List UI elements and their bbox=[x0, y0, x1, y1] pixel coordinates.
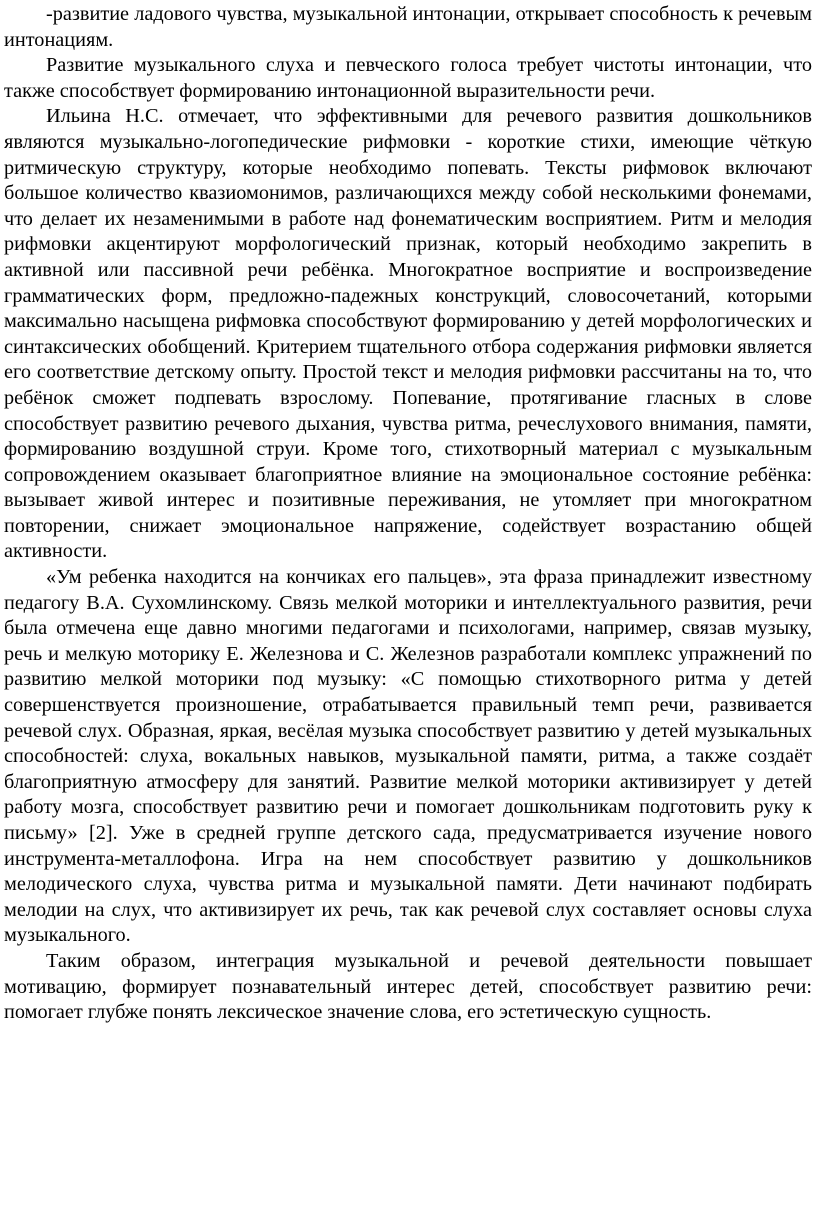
paragraph-fine-motor-skills: «Ум ребенка находится на кончиках его пальцев», эта фраза принадлежит известному педагогу В.А. Сухомлинскому. Связь мелкой моторики и интеллектуального развития, речи была отмечена еще давно многими педагогами и психологами, например, связав музыку, речь и мелкую моторику Е. Железнова и С. Железнов разработали комплекс упражнений по развитию мелкой моторики под музыку: «С помощью стихотворного ритма у детей совершенствуется произношение, отрабатывается правильный темп речи, развивается речевой слух. Образная, яркая, весёлая музыка способствует развитию у детей музыкальных способностей: слуха, вокальных навыков, музыкальной памяти, ритма, а также создаёт благоприятную атмосферу для занятий. Развитие мелкой моторики активизирует у детей работу мозга, способствует развитию речи и помогает дошкольникам подготовить руку к письму» [2]. Уже в средней группе детского сада, предусматривается изучение нового инструмента-металлофона. Игра на нем способствует развитию у дошкольников мелодического слуха, чувства ритма и музыкальной памяти. Дети начинают подбирать мелодии на слух, что активизирует их речь, так как речевой слух составляет основы слуха музыкального. bbox=[4, 566, 812, 947]
paragraph-intonation: -развитие ладового чувства, музыкальной интонации, открывает способность к речевым интонациям. bbox=[4, 3, 812, 51]
paragraph-ilina-rhymes: Ильина Н.С. отмечает, что эффективными для речевого развития дошкольников являются музыкально-логопедические рифмовки - короткие стихи, имеющие чёткую ритмическую структуру, которые необходимо попевать. Тексты рифмовок включают большое количество квазиомонимов, различающихся между собой несколькими фонемами, что делает их незаменимыми в работе над фонематическим восприятием. Ритм и мелодия рифмовки акцентируют морфологический признак, который необходимо закрепить в активной или пассивной речи ребёнка. Многократное восприятие и воспроизведение грамматических форм, предложно-падежных конструкций, словосочетаний, которыми максимально насыщена рифмовка способствуют формированию у детей морфологических и синтаксических обобщений. Критерием тщательного отбора содержания рифмовки является его соответствие детскому опыту. Простой текст и мелодия рифмовки рассчитаны на то, что ребёнок сможет подпевать взрослому. Попевание, протягивание гласных в слове способствует развитию речевого дыхания, чувства ритма, речеслухового внимания, памяти, формированию воздушной струи. Кроме того, стихотворный материал с музыкальным сопровождением оказывает благоприятное влияние на эмоциональное состояние ребёнка: вызывает живой интерес и позитивные переживания, не утомляет при многократном повторении, снижает эмоциональное напряжение, содействует возрастанию общей активности. bbox=[4, 105, 812, 563]
paragraph-conclusion: Таким образом, интеграция музыкальной и речевой деятельности повышает мотивацию, формирует познавательный интерес детей, способствует развитию речи: помогает глубже понять лексическое значение слова, его эстетическую сущность. bbox=[4, 949, 812, 1024]
paragraph-musical-hearing: Развитие музыкального слуха и певческого голоса требует чистоты интонации, что также способствует формированию интонационной выразительности речи. bbox=[4, 54, 812, 102]
